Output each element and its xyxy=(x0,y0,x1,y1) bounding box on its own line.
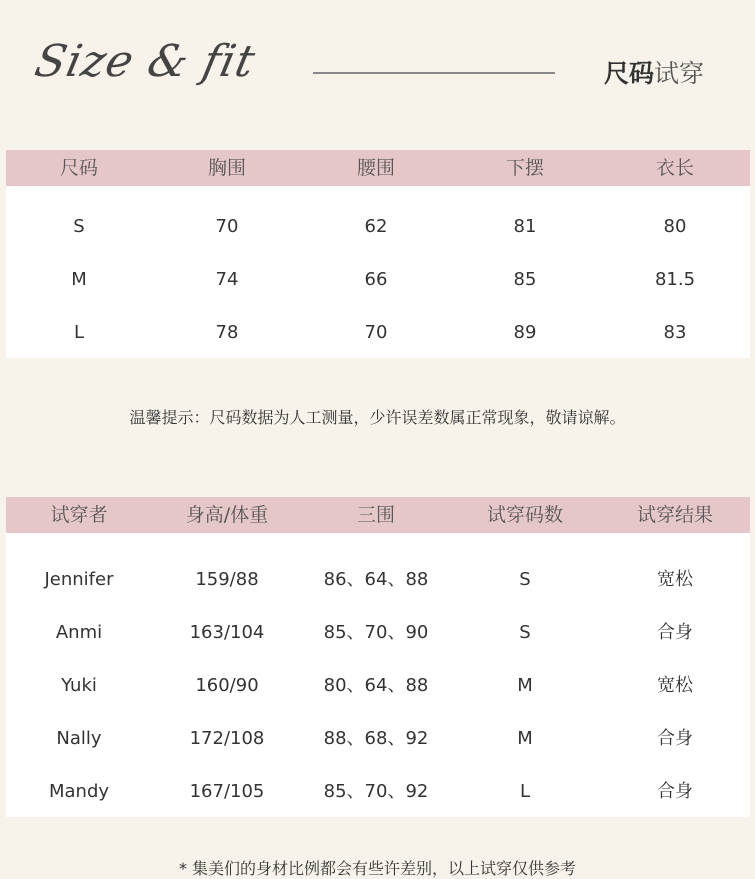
title-size: 尺码 xyxy=(604,59,655,88)
table-cell: 88、68、92 xyxy=(323,728,429,749)
table-row xyxy=(6,318,750,348)
fit-footnote: * 集美们的身材比例都会有些许差别，以上试穿仅供参考 xyxy=(178,859,577,878)
table-cell: 合身 xyxy=(657,728,693,749)
table-row xyxy=(6,618,750,648)
page-title xyxy=(604,54,704,90)
table-cell: 89 xyxy=(513,322,537,343)
fit-header-cell: 三围 xyxy=(356,504,395,526)
fit-table-body xyxy=(6,533,750,817)
table-cell: 167/105 xyxy=(189,781,265,802)
table-cell: 163/104 xyxy=(189,622,265,643)
size-table-body xyxy=(6,186,750,358)
size-header-cell: 尺码 xyxy=(59,157,98,179)
table-cell: 80 xyxy=(663,216,687,237)
table-cell: 172/108 xyxy=(189,728,265,749)
table-row xyxy=(6,671,750,701)
size-header-cell: 腰围 xyxy=(356,157,395,179)
table-row xyxy=(6,777,750,807)
size-fit-logo: Size & fit xyxy=(30,36,261,87)
fit-header-cell: 试穿结果 xyxy=(636,504,713,526)
fit-header-cell: 试穿者 xyxy=(50,504,108,526)
table-cell: M xyxy=(71,269,87,290)
title-fit: 试穿 xyxy=(654,59,705,88)
table-cell: S xyxy=(519,622,531,643)
table-cell: M xyxy=(517,675,533,696)
table-cell: 62 xyxy=(364,216,388,237)
table-cell: 66 xyxy=(364,269,388,290)
table-cell: Mandy xyxy=(48,781,110,802)
table-cell: Yuki xyxy=(61,675,97,696)
fit-table-header xyxy=(6,497,750,533)
table-cell: 80、64、88 xyxy=(323,675,429,696)
table-cell: 86、64、88 xyxy=(323,569,429,590)
table-cell: 合身 xyxy=(657,622,693,643)
table-cell: 85、70、90 xyxy=(323,622,429,643)
table-cell: 78 xyxy=(215,322,239,343)
table-cell: 81 xyxy=(513,216,537,237)
table-cell: 宽松 xyxy=(657,569,693,590)
table-cell: 160/90 xyxy=(195,675,259,696)
table-cell: Jennifer xyxy=(44,569,114,590)
header xyxy=(0,0,755,150)
table-cell: S xyxy=(73,216,85,237)
table-cell: 85 xyxy=(513,269,537,290)
table-cell: 85、70、92 xyxy=(323,781,429,802)
table-cell: S xyxy=(519,569,531,590)
table-cell: M xyxy=(517,728,533,749)
table-cell: 81.5 xyxy=(654,269,696,290)
table-cell: Nally xyxy=(56,728,102,749)
table-cell: 合身 xyxy=(657,781,693,802)
measurement-notice: 温馨提示：尺码数据为人工测量，少许误差数属正常现象，敬请谅解。 xyxy=(129,408,626,427)
header-divider xyxy=(313,72,555,74)
table-row xyxy=(6,265,750,295)
table-row xyxy=(6,724,750,754)
size-header-cell: 下摆 xyxy=(505,157,544,179)
table-cell: 宽松 xyxy=(657,675,693,696)
table-cell: 74 xyxy=(215,269,239,290)
table-row xyxy=(6,565,750,595)
table-cell: 70 xyxy=(364,322,388,343)
size-header-cell: 胸围 xyxy=(207,157,246,179)
table-cell: 159/88 xyxy=(195,569,259,590)
fit-header-cell: 试穿码数 xyxy=(486,504,563,526)
table-cell: 83 xyxy=(663,322,687,343)
size-header-cell: 衣长 xyxy=(655,157,694,179)
size-table-header xyxy=(6,150,750,186)
fit-header-cell: 身高/体重 xyxy=(185,504,269,526)
table-cell: 70 xyxy=(215,216,239,237)
table-cell: L xyxy=(73,322,85,343)
table-cell: Anmi xyxy=(55,622,103,643)
table-row xyxy=(6,212,750,242)
table-cell: L xyxy=(519,781,531,802)
